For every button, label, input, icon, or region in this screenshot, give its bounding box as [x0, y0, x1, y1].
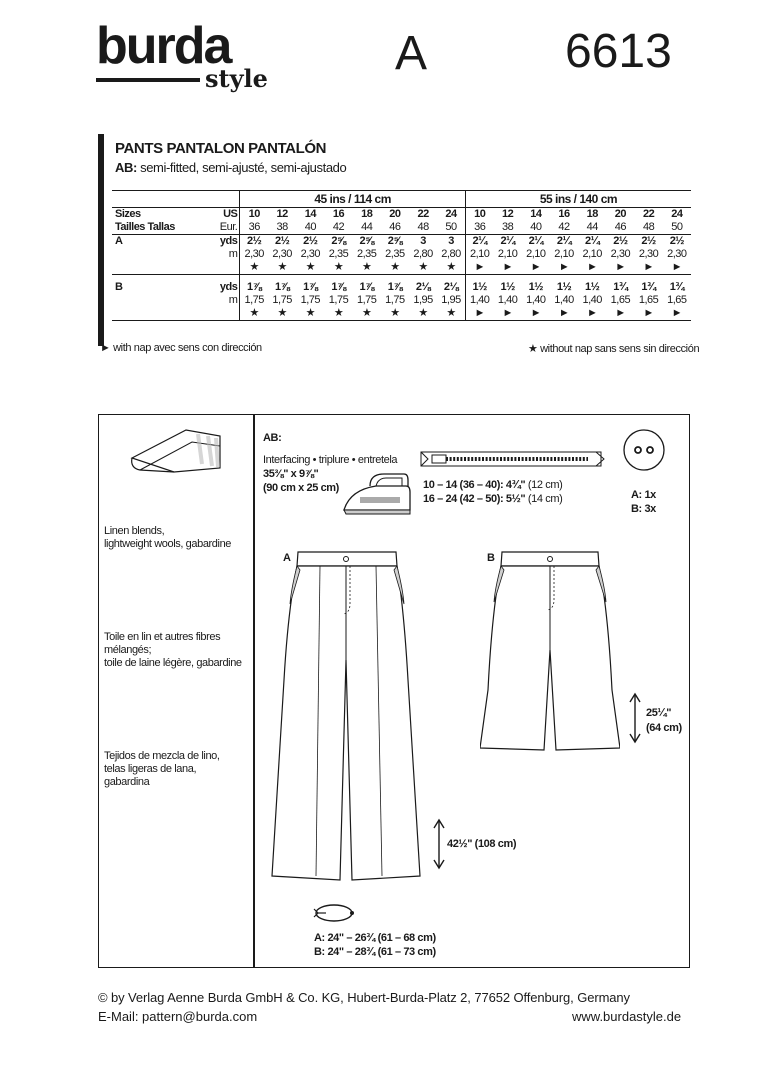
nap-mark-cell: ★	[324, 307, 352, 321]
size-eur-cell: 48	[634, 221, 662, 235]
nap-mark-cell: ★	[240, 307, 268, 321]
m-cell: 1,65	[610, 293, 631, 306]
size-eur-cell: 50	[437, 221, 465, 235]
size-us-cell: 10	[465, 208, 493, 222]
fabric-es-line: telas ligeras de lana,	[104, 763, 197, 775]
fit-description	[115, 160, 346, 176]
yds-cell: 1⅞	[247, 280, 262, 293]
m-cell: 2,30	[244, 248, 264, 260]
size-eur-cell: 42	[550, 221, 578, 235]
yds-cell: 1½	[465, 281, 493, 294]
yardage-m-row	[112, 294, 691, 307]
yds-cell: 2¼	[465, 235, 493, 249]
size-eur-cell: 50	[663, 221, 691, 235]
brand-logo-rule	[96, 78, 200, 82]
nap-mark-cell: ★	[381, 261, 409, 275]
yds-cell: 1⅞	[331, 280, 346, 293]
m-cell: 1,40	[582, 293, 602, 306]
yds-cell: 2½	[247, 235, 262, 247]
row-blank	[112, 248, 218, 261]
fabric-en-line: lightweight wools, gabardine	[104, 538, 231, 550]
length-a-label: 42½" (108 cm)	[447, 838, 517, 850]
m-cell: 2,80	[413, 248, 433, 260]
fit-text: semi-fitted, semi-ajusté, semi-ajustado	[136, 160, 347, 175]
nap-mark-cell: ★	[409, 307, 437, 321]
m-cell: 1,65	[638, 293, 659, 306]
row-blank	[112, 261, 218, 275]
waist-a-label: A: 24" – 26¾ (61 – 68 cm)	[314, 932, 436, 944]
sizes-label: Sizes	[115, 208, 141, 220]
yds-cell: 1½	[500, 280, 515, 293]
nap-mark-cell: ►	[494, 261, 522, 275]
m-cell: 2,30	[610, 248, 631, 260]
size-eur-cell: 42	[324, 221, 352, 235]
nap-mark-cell: ►	[465, 261, 493, 275]
nap-mark-cell: ►	[578, 307, 606, 321]
iron-icon	[340, 470, 414, 516]
yardage-table	[112, 190, 691, 321]
yds-cell: 1¾	[613, 280, 628, 293]
yardage-m-row	[112, 248, 691, 261]
nap-mark-cell: ►	[663, 261, 691, 275]
zipper-size-1-cm: (12 cm)	[525, 479, 563, 491]
size-us-cell: 14	[530, 208, 542, 220]
size-eur-row	[112, 221, 691, 235]
m-cell: 1,40	[526, 293, 546, 306]
size-eur-cell: 40	[522, 221, 550, 235]
nap-mark-cell: ★	[437, 261, 465, 275]
m-cell: 2,35	[328, 248, 349, 260]
nap-mark-cell: ►	[578, 261, 606, 275]
size-us-cell: 24	[671, 208, 683, 220]
yds-cell: 1⅞	[387, 280, 403, 293]
yds-cell: 2¼	[585, 235, 600, 247]
pants-view-b-drawing	[480, 540, 620, 755]
m-cell: 1,75	[356, 293, 377, 306]
zipper-size-1-in: 10 – 14 (36 – 40): 4¾"	[423, 479, 526, 491]
length-b-cm: (64 cm)	[646, 722, 682, 734]
m-cell: 2,10	[582, 248, 602, 260]
interfacing-label: Interfacing • triplure • entretela	[263, 454, 398, 466]
nap-mark-cell: ►	[634, 261, 662, 275]
zipper-size-2-in: 16 – 24 (42 – 50): 5½"	[423, 493, 526, 505]
yds-cell: 2⅛	[415, 280, 431, 293]
size-eur-cell: 38	[494, 221, 522, 235]
yds-cell: 2⅝	[359, 235, 374, 247]
fabric-width-45: 45 ins / 114 cm	[240, 191, 466, 208]
yds-cell: 2⅝	[387, 235, 403, 247]
yds-cell: 2¼	[500, 235, 515, 247]
size-us-cell: 16	[332, 208, 345, 220]
nap-mark-cell: ★	[409, 261, 437, 275]
pants-view-a-drawing	[266, 540, 426, 890]
size-eur-cell: 44	[578, 221, 606, 235]
nap-mark-cell: ►	[550, 261, 578, 275]
row-blank	[218, 261, 240, 275]
fabric-es	[104, 750, 220, 789]
yds-cell: 3	[448, 235, 454, 247]
nap-mark-cell: ★	[437, 307, 465, 321]
m-label: m	[218, 294, 240, 307]
yds-cell: 2½	[613, 235, 628, 247]
yds-cell: 1½	[585, 280, 600, 293]
yds-cell: 1⅞	[359, 280, 374, 293]
nap-mark-cell: ►	[494, 307, 522, 321]
yardage-yds-row	[112, 281, 691, 294]
yds-cell: 3	[420, 235, 426, 247]
nap-mark-cell: ★	[353, 261, 381, 275]
size-us-cell: 22	[642, 208, 655, 220]
tailles-label: Tailles Tallas	[112, 221, 218, 235]
zipper-size-2-cm: (14 cm)	[525, 493, 563, 505]
table-header-row	[112, 191, 691, 208]
nap-mark-cell: ★	[324, 261, 352, 275]
pattern-number: 6613	[565, 25, 672, 78]
m-cell: 2,30	[300, 248, 321, 260]
m-cell: 1,75	[328, 293, 349, 306]
yds-cell: 1⅞	[274, 280, 290, 293]
size-us-cell: 20	[389, 208, 401, 220]
yds-cell: 2¼	[528, 235, 543, 247]
size-us-cell: 24	[445, 208, 457, 220]
m-cell: 2,10	[465, 248, 493, 261]
header-blank	[218, 191, 240, 208]
nap-mark-cell: ►	[550, 307, 578, 321]
m-cell: 1,40	[554, 293, 574, 306]
nap-mark-cell: ★	[353, 307, 381, 321]
yds-cell: 2½	[641, 235, 656, 247]
interfacing-inches: 35⅜" x 9⅞"	[263, 468, 319, 480]
size-us-cell: 16	[558, 208, 570, 220]
legend-without-nap: ★ without nap sans sens sin dirección	[528, 343, 700, 355]
fabric-fr-line: Toile en lin et autres fibres	[104, 631, 221, 643]
size-eur-cell: 36	[465, 221, 493, 235]
row-blank	[112, 307, 218, 321]
size-us-cell: 18	[361, 208, 373, 220]
waist-b-label: B: 24" – 28¾ (61 – 73 cm)	[314, 946, 436, 958]
length-arrow-b-icon	[628, 692, 642, 744]
m-cell: 1,75	[244, 293, 264, 306]
length-b-inches: 25¼"	[646, 707, 672, 719]
nap-mark-cell: ★	[296, 261, 324, 275]
brand-logo-sub: style	[205, 64, 268, 93]
size-us-cell: 18	[586, 208, 598, 220]
size-us-cell: 14	[304, 208, 316, 220]
title-bar	[98, 134, 104, 346]
footer-website: www.burdastyle.de	[572, 1009, 682, 1024]
us-label: US	[218, 208, 240, 222]
size-eur-cell: 46	[606, 221, 634, 235]
yds-cell: 1¾	[669, 280, 684, 293]
brand-logo: burda	[96, 17, 231, 75]
footer-copyright: © by Verlag Aenne Burda GmbH & Co. KG, Hubert-Burda-Platz 2, 77652 Offenburg, Germany	[98, 990, 630, 1005]
yds-cell: 2½	[303, 235, 318, 247]
yds-cell: 2½	[669, 235, 684, 247]
m-cell: 1,95	[413, 293, 433, 306]
size-us-cell: 12	[502, 208, 514, 220]
zipper-size-2	[423, 493, 562, 506]
zipper-size-1	[423, 479, 562, 492]
view-row-label: A	[115, 235, 123, 247]
fabric-roll-icon	[128, 424, 224, 476]
garment-title: PANTS PANTALON PANTALÓN	[115, 140, 327, 157]
yds-label: yds	[218, 235, 240, 249]
fabric-fr-line: toile de laine légère, gabardine	[104, 657, 242, 669]
row-blank	[218, 307, 240, 321]
view-a-label: A	[283, 552, 291, 564]
fabric-es-line: Tejidos de mezcla de lino,	[104, 750, 220, 762]
fabric-es-line: gabardina	[104, 776, 150, 788]
view-b-label: B	[487, 552, 495, 564]
nap-mark-cell: ►	[522, 261, 550, 275]
yds-cell: 2⅛	[443, 280, 459, 293]
nap-mark-cell: ►	[522, 307, 550, 321]
fabric-fr-line: mélangés;	[104, 644, 152, 656]
size-eur-cell: 46	[381, 221, 409, 235]
size-us-cell: 22	[417, 208, 429, 220]
view-row-label: B	[115, 280, 123, 293]
fabric-en	[104, 525, 231, 551]
waist-measure-icon	[312, 902, 356, 924]
m-cell: 2,80	[441, 248, 461, 260]
m-cell: 1,95	[441, 293, 461, 306]
m-cell: 2,35	[356, 248, 377, 260]
m-cell: 2,35	[385, 248, 405, 260]
yds-label: yds	[218, 281, 240, 294]
m-cell: 2,10	[497, 248, 518, 260]
size-us-cell: 10	[248, 208, 260, 220]
yardage-yds-row	[112, 235, 691, 249]
m-cell: 1,75	[385, 293, 405, 306]
buttons-count-b: B: 3x	[631, 503, 656, 515]
nap-mark-cell: ★	[268, 307, 296, 321]
yds-cell: 1⅞	[303, 280, 318, 293]
button-icon	[622, 428, 666, 472]
m-cell: 2,10	[554, 248, 574, 260]
nap-mark-cell: ►	[465, 307, 493, 321]
m-cell: 1,40	[465, 294, 493, 307]
nap-mark-cell: ★	[296, 307, 324, 321]
notions-ab-label: AB:	[263, 432, 282, 444]
m-cell: 2,30	[272, 248, 292, 260]
yds-cell: 1¾	[641, 280, 656, 293]
fabric-en-line: Linen blends,	[104, 525, 165, 537]
size-eur-cell: 38	[268, 221, 296, 235]
size-us-row	[112, 208, 691, 222]
zipper-icon	[420, 448, 605, 470]
m-cell: 1,75	[272, 293, 292, 306]
nap-mark-cell: ★	[268, 261, 296, 275]
fit-label: AB:	[115, 160, 137, 175]
nap-mark-cell: ►	[634, 307, 662, 321]
nap-mark-cell: ►	[663, 307, 691, 321]
header-blank	[112, 191, 218, 208]
m-cell: 2,30	[638, 248, 659, 260]
nap-mark-cell: ►	[606, 307, 634, 321]
nap-mark-row	[112, 307, 691, 321]
nap-mark-cell: ►	[606, 261, 634, 275]
m-cell: 2,30	[667, 248, 687, 260]
interfacing-cm: (90 cm x 25 cm)	[263, 482, 339, 494]
size-eur-cell: 44	[353, 221, 381, 235]
m-cell: 1,75	[300, 293, 321, 306]
buttons-count-a: A: 1x	[631, 489, 656, 501]
yds-cell: 2⅝	[331, 235, 346, 247]
nap-mark-row	[112, 261, 691, 275]
m-cell: 1,65	[667, 293, 687, 306]
fabric-width-55: 55 ins / 140 cm	[465, 191, 691, 208]
size-us-cell: 20	[614, 208, 627, 220]
view-letter: A	[395, 27, 428, 80]
size-us-cell: 12	[276, 208, 288, 220]
m-label: m	[218, 248, 240, 261]
size-eur-cell: 48	[409, 221, 437, 235]
yds-cell: 1½	[528, 280, 543, 293]
frame-divider	[253, 414, 255, 968]
size-eur-cell: 36	[240, 221, 268, 235]
nap-mark-cell: ★	[240, 261, 268, 275]
size-eur-cell: 40	[296, 221, 324, 235]
m-cell: 2,10	[526, 248, 546, 260]
length-arrow-a-icon	[432, 818, 446, 870]
fabric-fr	[104, 631, 242, 670]
legend-with-nap: ► with nap avec sens con dirección	[100, 342, 262, 354]
yds-cell: 2½	[274, 235, 290, 247]
row-blank	[112, 294, 218, 307]
yds-cell: 2¼	[556, 235, 572, 247]
m-cell: 1,40	[497, 293, 518, 306]
footer-email: E-Mail: pattern@burda.com	[98, 1009, 258, 1024]
nap-mark-cell: ★	[381, 307, 409, 321]
eur-label: Eur.	[218, 221, 240, 235]
yds-cell: 1½	[556, 280, 572, 293]
